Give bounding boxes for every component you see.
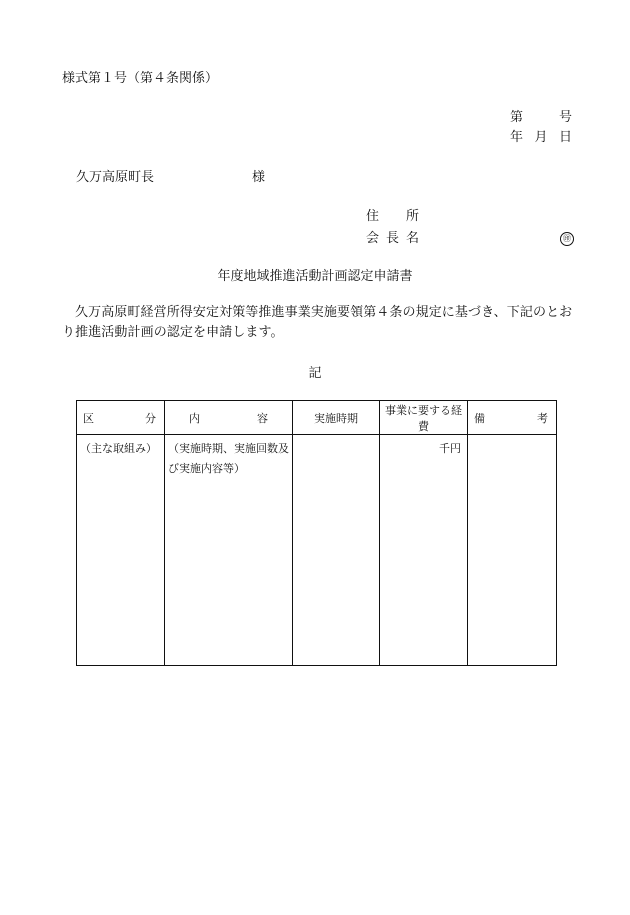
header-kubun-b: 分 — [145, 411, 156, 425]
address-label-1: 住 — [366, 209, 380, 224]
addressee-honorific: 様 — [252, 170, 266, 185]
seal-mark: ㊞ — [560, 232, 574, 246]
body-text: 久万高原町経営所得安定対策等推進事業実施要領第４条の規定に基づき、下記のとおり推進活動計画の認定を申請します。 — [62, 305, 573, 340]
cell-naiyo[interactable]: （実施時期、実施回数及び実施内容等） — [165, 435, 293, 666]
header-biko-a: 備 — [474, 411, 485, 425]
number-go: 号 — [558, 110, 572, 125]
applicant-rep-row — [366, 228, 574, 250]
header-naiyo-b: 容 — [257, 411, 268, 425]
addressee-name: 久万高原町長 — [76, 170, 155, 185]
document-number-block — [510, 108, 572, 148]
cell-jiki[interactable] — [293, 435, 380, 666]
header-naiyo-a: 内 — [189, 411, 200, 425]
rep-label-2: 長 — [386, 231, 400, 246]
header-kubun — [77, 401, 165, 435]
rep-label-3: 名 — [406, 231, 420, 246]
cell-keihi[interactable]: 千円 — [380, 435, 468, 666]
form-label: 様式第１号（第４条関係） — [62, 71, 219, 86]
applicant-block — [366, 206, 574, 250]
plan-table — [76, 400, 557, 666]
header-jiki: 実施時期 — [293, 401, 380, 435]
header-biko-b: 考 — [537, 411, 548, 425]
date-row — [510, 128, 572, 148]
cell-kubun[interactable]: （主な取組み） — [77, 435, 165, 666]
number-dai: 第 — [510, 110, 524, 125]
rep-label-1: 会 — [366, 231, 380, 246]
address-label-2: 所 — [406, 209, 420, 224]
header-naiyo — [165, 401, 293, 435]
header-keihi: 事業に要する経費 — [380, 401, 468, 435]
date-month: 月 — [534, 130, 548, 145]
document-title: 年度地域推進活動計画認定申請書 — [217, 269, 413, 284]
number-row — [510, 108, 572, 128]
table-row — [77, 435, 557, 666]
cell-biko[interactable] — [468, 435, 557, 666]
date-year: 年 — [510, 130, 524, 145]
applicant-address-row — [366, 206, 574, 228]
header-biko — [468, 401, 557, 435]
table-header-row — [77, 401, 557, 435]
addressee — [76, 166, 266, 185]
header-kubun-a: 区 — [83, 411, 94, 425]
ki-heading: 記 — [308, 366, 322, 381]
date-day: 日 — [558, 130, 572, 145]
